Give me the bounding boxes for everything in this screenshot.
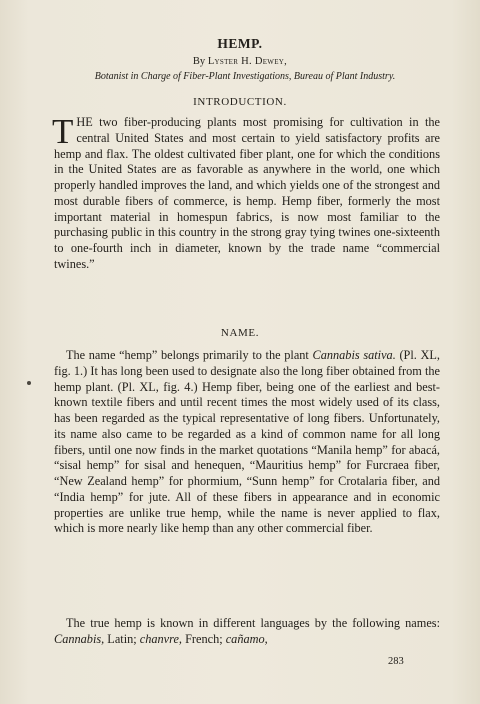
introduction-text: HE two fiber-producing plants most promising for cultivation in the central United States and most certain to yield satisfactory profits are hemp and flax. The oldest cultivated fiber plant, one for which the conditions in the United States are as favorable as anywhere in the world, one which properly handled improves the land, and which yields one of the strongest and most durable fibers of commerce, is hemp. Hemp fiber, formerly the most important material in homespun fabrics, is now most familiar to the purchasing public in this country in the strong gray tying twines one-sixteenth to one-fourth inch in diameter, known by the trade name “commercial twines.” [54, 115, 440, 271]
page-number: 283 [388, 656, 404, 667]
name-p2-latin: Cannabis, [54, 631, 105, 646]
author-name: Lyster H. Dewey, [207, 56, 288, 67]
article-title: HEMP. [217, 36, 263, 51]
name-p2-text-a: The true hemp is known in different languages by the following names: [66, 616, 440, 630]
drop-cap: T [52, 112, 74, 151]
margin-mark [27, 381, 31, 385]
name-p1-species: Cannabis sativa. [312, 348, 396, 362]
byline-prefix: By [192, 56, 208, 67]
name-heading: NAME. [220, 327, 260, 339]
name-p1-text-b: (Pl. XL, fig. 1.) It has long been used to designate also the long fiber obtained from the hemp plant. (Pl. XL, fig. 4.) Hemp fiber, being one of the earliest and best-known textile fibers and until recent times the most widely used of its class, has been regarded as the typical representative of long fibers. Unfortunately, its name also came to be regarded as a kind of common name for all long fibers, until one now finds in the market quotations “Manila hemp” for abacá, “sisal hemp” for sisal and henequen, “Mauritius hemp” for Furcraea fiber, “New Zealand hemp” for phormium, “Sunn hemp” for Crotalaria fiber, and “India hemp” for jute. All of these fibers in appearance and in economic properties are unlike true hemp, while the name is never applied to flax, which is more nearly like hemp than any other commercial fiber. [54, 348, 441, 536]
byline [0, 56, 480, 67]
name-paragraph-1 [54, 348, 440, 537]
introduction-heading: INTRODUCTION. [193, 96, 287, 108]
name-p1-text-a: The name “hemp” belongs primarily to the plant [66, 348, 313, 362]
name-paragraph-2 [54, 616, 440, 648]
name-p2-french: chanvre, [139, 631, 182, 646]
name-p2-text-b: Latin; [104, 631, 140, 646]
introduction-paragraph [52, 112, 440, 273]
name-p2-text-c: French; [182, 631, 226, 646]
name-p2-spanish: cañamo, [225, 631, 268, 646]
author-affiliation: Botanist in Charge of Fiber-Plant Investigations, Bureau of Plant Industry. [94, 71, 396, 82]
